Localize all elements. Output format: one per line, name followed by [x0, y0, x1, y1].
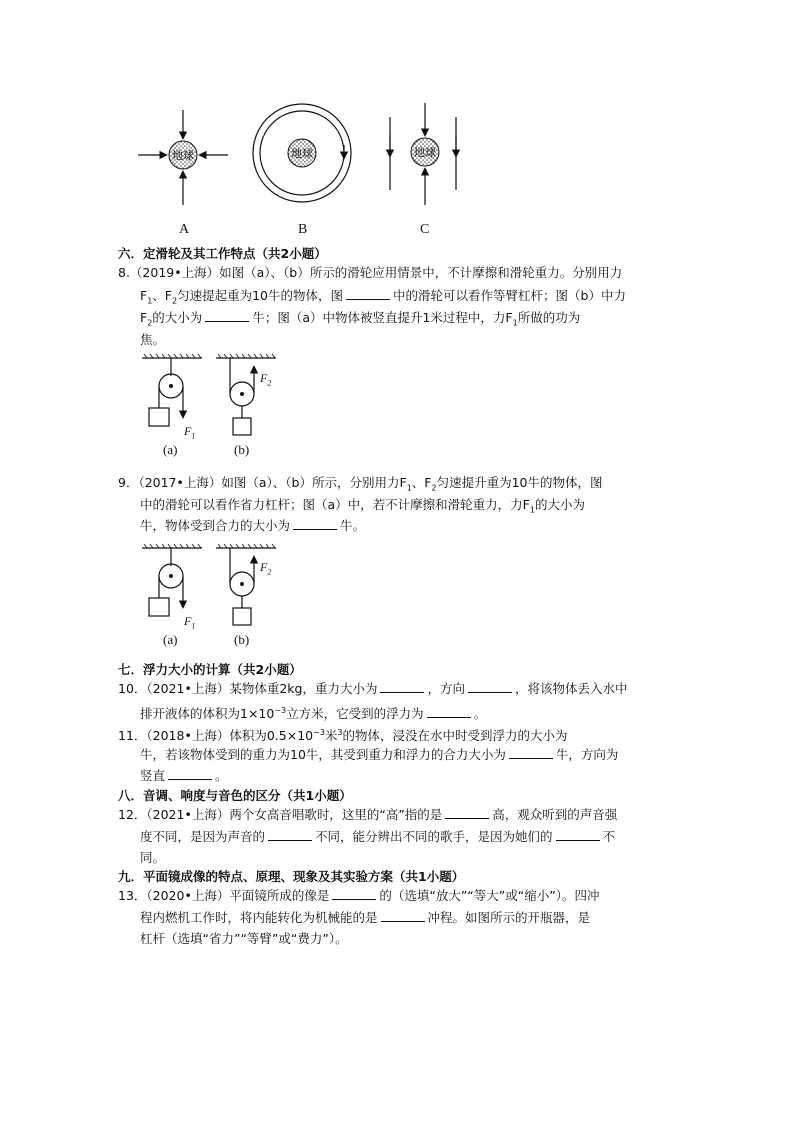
q12-blank-1[interactable] — [445, 806, 489, 819]
q8-line2: $F_1$、$F_2$匀速提起重为10牛的物体，图 中的滑轮可以看作等臂杠杆；图（b）中力 — [140, 288, 626, 306]
q8-line1: 8.（2019•上海）如图（a）、（b）所示的滑轮应用情景中，不计摩擦和滑轮重力。分别用力 — [118, 265, 623, 280]
q11-blank-1[interactable] — [509, 746, 553, 759]
option-b-diagram — [253, 104, 351, 202]
q13-line1: 13．（2020•上海）平面镜所成的像是 的（选填“放大”“等大”或“缩小”）。四冲 — [118, 888, 600, 903]
option-a-label: A — [179, 222, 190, 237]
section-7-title: 七．浮力大小的计算（共2小题） — [118, 662, 302, 677]
earth-a-label: 地球 — [172, 149, 194, 162]
q10-line2: 排开液体的体积为$1\times 10^{-3}$立方米，它受到的浮力为 。 — [140, 706, 487, 722]
q10-blank-3[interactable] — [427, 705, 471, 718]
section-6-title: 六．定滑轮及其工作特点（共2小题） — [118, 246, 327, 261]
q9-blank-1[interactable] — [293, 517, 337, 530]
q8-line4: 焦。 — [140, 332, 166, 347]
q9-caption-b: (b) — [234, 632, 250, 647]
q13-line2: 程内燃机工作时，将内能转化为机械能的是 冲程。如图所示的开瓶器，是 — [140, 910, 591, 925]
q13-blank-2[interactable] — [381, 909, 425, 922]
q12-line2: 度不同，是因为声音的 不同，能分辨出不同的歌手，是因为她们的 不 — [140, 829, 616, 844]
block-b-2 — [233, 608, 251, 625]
q12-blank-2[interactable] — [268, 828, 312, 841]
q10-line1: 10．（2021•上海）某物体重2kg，重力大小为 ，方向 ，将该物体丢入水中 — [118, 681, 628, 696]
q11-blank-2[interactable] — [168, 767, 212, 780]
earth-c-label: 地球 — [414, 146, 436, 159]
q9-f2-label: $F_2$ — [260, 560, 272, 577]
q11-line2: 牛，若该物体受到的重力为10牛，其受到重力和浮力的合力大小为 牛，方向为 — [140, 747, 619, 762]
option-a-diagram — [138, 110, 228, 205]
q9-line2: 中的滑轮可以看作省力杠杆；图（a）中，若不计摩擦和滑轮重力，力$F_1$的大小为 — [140, 497, 585, 515]
q13-blank-1[interactable] — [332, 887, 376, 900]
q13-line3: 杠杆（选填“省力”“等臂”或“费力”）。 — [140, 931, 348, 946]
q11-line3: 竖直 。 — [140, 768, 228, 783]
q9-line1: 9．（2017•上海）如图（a）、（b）所示，分别用力$F_1$、$F_2$匀速提升重为10牛的物体，图 — [118, 475, 603, 493]
block-a — [149, 408, 169, 426]
q10-blank-2[interactable] — [468, 680, 512, 693]
earth-b-label: 地球 — [291, 147, 313, 160]
option-c-diagram — [390, 103, 456, 205]
q11-line1: 11．（2018•上海）体积为$0.5\times 10^{-3}$米$^3$的物体，浸没在水中时受到浮力的大小为 — [118, 728, 568, 744]
q8-blank-2[interactable] — [205, 309, 249, 322]
q8-f2-label: $F_2$ — [260, 371, 272, 388]
q8-f1-label: $F_1$ — [184, 424, 196, 441]
block-b — [233, 418, 251, 435]
q9-line3: 牛，物体受到合力的大小为 牛。 — [140, 518, 366, 533]
q12-blank-3[interactable] — [556, 828, 600, 841]
q8-caption-a: (a) — [163, 442, 178, 457]
q9-caption-a: (a) — [163, 632, 178, 647]
q12-line1: 12．（2021•上海）两个女高音唱歌时，这里的“高”指的是 高，观众听到的声音强 — [118, 807, 618, 822]
q12-line3: 同。 — [140, 850, 166, 865]
q10-blank-1[interactable] — [380, 680, 424, 693]
q8-line3: $F_2$的大小为 牛；图（a）中物体被竖直提升1米过程中，力$F_1$所做的功为 — [140, 310, 581, 328]
q9-f1-label: $F_1$ — [184, 614, 196, 631]
q8-caption-b: (b) — [234, 442, 250, 457]
q8-blank-1[interactable] — [346, 287, 390, 300]
block-a-2 — [149, 598, 169, 616]
option-b-label: B — [298, 222, 308, 237]
section-8-title: 八．音调、响度与音色的区分（共1小题） — [118, 788, 352, 803]
section-9-title: 九．平面镜成像的特点、原理、现象及其实验方案（共1小题） — [118, 869, 465, 884]
option-c-label: C — [420, 222, 430, 237]
